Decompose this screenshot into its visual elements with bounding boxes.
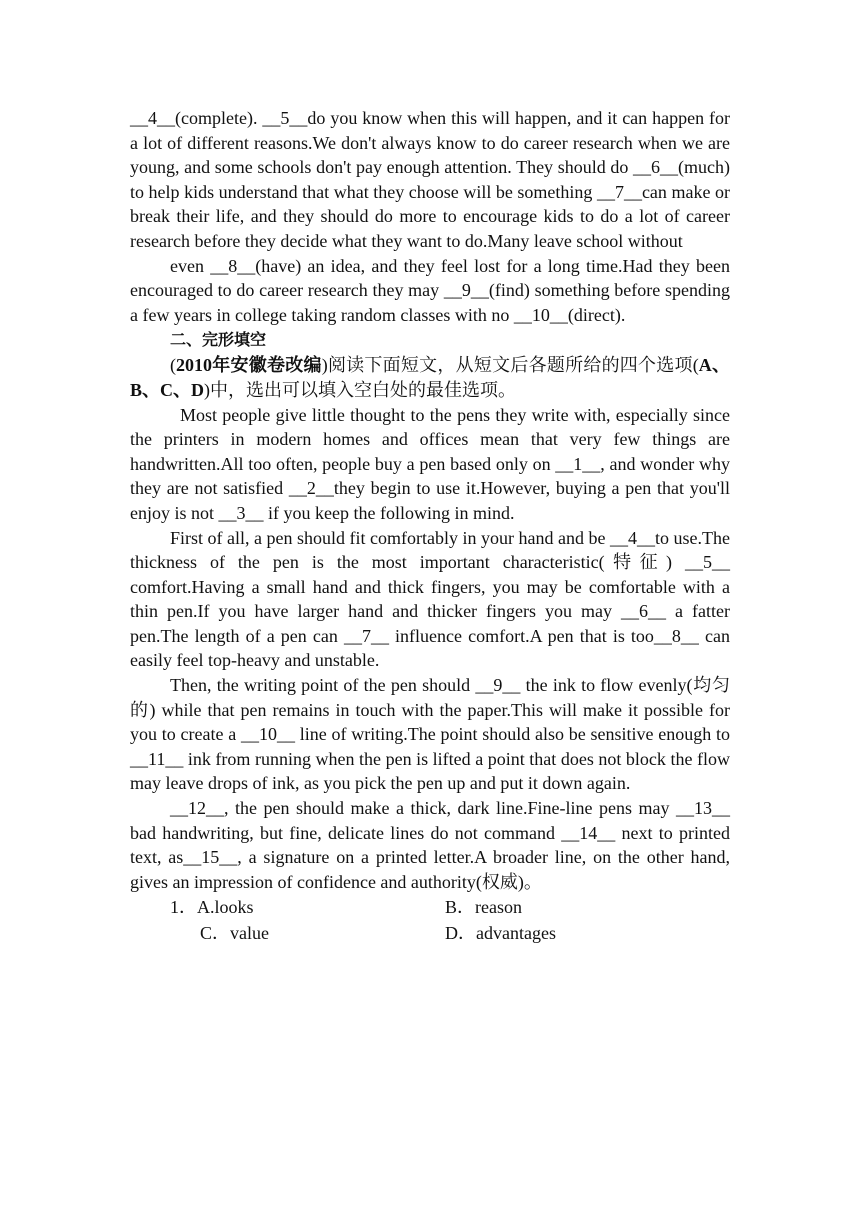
section-instruction: (2010年安徽卷改编)阅读下面短文，从短文后各题所给的四个选项(A、B、C、D)中，选出可以填入空白处的最佳选项。 (130, 355, 731, 400)
option-c: C．value (200, 923, 269, 944)
options-row-2 (130, 920, 730, 946)
option-a: 1．A.looks (170, 897, 254, 918)
document-page (130, 106, 730, 946)
instruction-end: )中，选出可以填入空白处的最佳选项。 (204, 379, 517, 400)
option-d: D．advantages (445, 923, 556, 944)
section-heading: 二、完形填空 (170, 330, 267, 350)
passage1-paragraph2: even __8__(have) an idea, and they feel lost for a long time.Had they been encouraged to do career research they may __9__(find) something before spending a few years in college taking random classes with no __10__(direct). (130, 255, 730, 325)
options-row-1 (130, 894, 730, 920)
passage1-paragraph1: __4__(complete). __5__do you know when this will happen, and it can happen for a lot of different reasons.We don't always know to do career research when we are young, and some schools don't pay enough attention. They should do __6__(much) to help kids understand that what they choose will be something __7__can make or break their life, and they should do more to encourage kids to do a lot of career research before they decide what they want to do.Many leave school without (130, 108, 730, 251)
instruction-text: 阅读下面短文，从短文后各题所给的四个选项( (327, 355, 699, 376)
question-1-options (130, 894, 730, 946)
option-b: B．reason (445, 897, 522, 918)
options-label: A、B、C、D (130, 355, 731, 400)
passage2-paragraph1: Most people give little thought to the pens they write with, especially since the printers in modern homes and offices mean that very few things are handwritten.All too often, people buy a pen based only on __1__, and wonder why they are not satisfied __2__they begin to use it.However, buying a pen that you'll enjoy is not __3__ if you keep the following in mind. (130, 404, 730, 523)
passage2-paragraph2: First of all, a pen should fit comfortably in your hand and be __4__to use.The thickness of the pen is the most important characteristic(特征) __5__ comfort.Having a small hand and thick fingers, you may be comfortable with a thin pen.If you have larger hand and thicker fingers you may __6__ a fatter pen.The length of a pen can __7__ influence comfort.A pen that is too__8__ can easily feel top-heavy and unstable. (130, 527, 730, 671)
source-label: 2010年安徽卷改编 (176, 355, 322, 376)
passage2-paragraph3: Then, the writing point of the pen should __9__ the ink to flow evenly(均匀的) while that pen remains in touch with the paper.This will make it possible for you to create a __10__ line of writing.The point should also be sensitive enough to __11__ ink from running when the pen is lifted a point that does not block the flow may leave drops of ink, as you pick the pen up and put it down again. (130, 675, 730, 794)
passage2-paragraph4: __12__, the pen should make a thick, dark line.Fine-line pens may __13__ bad handwriting, but fine, delicate lines do not command __14__ next to printed text, as__15__, a signature on a printed letter.A broader line, on the other hand, gives an impression of confidence and authority(权威)。 (130, 798, 730, 892)
